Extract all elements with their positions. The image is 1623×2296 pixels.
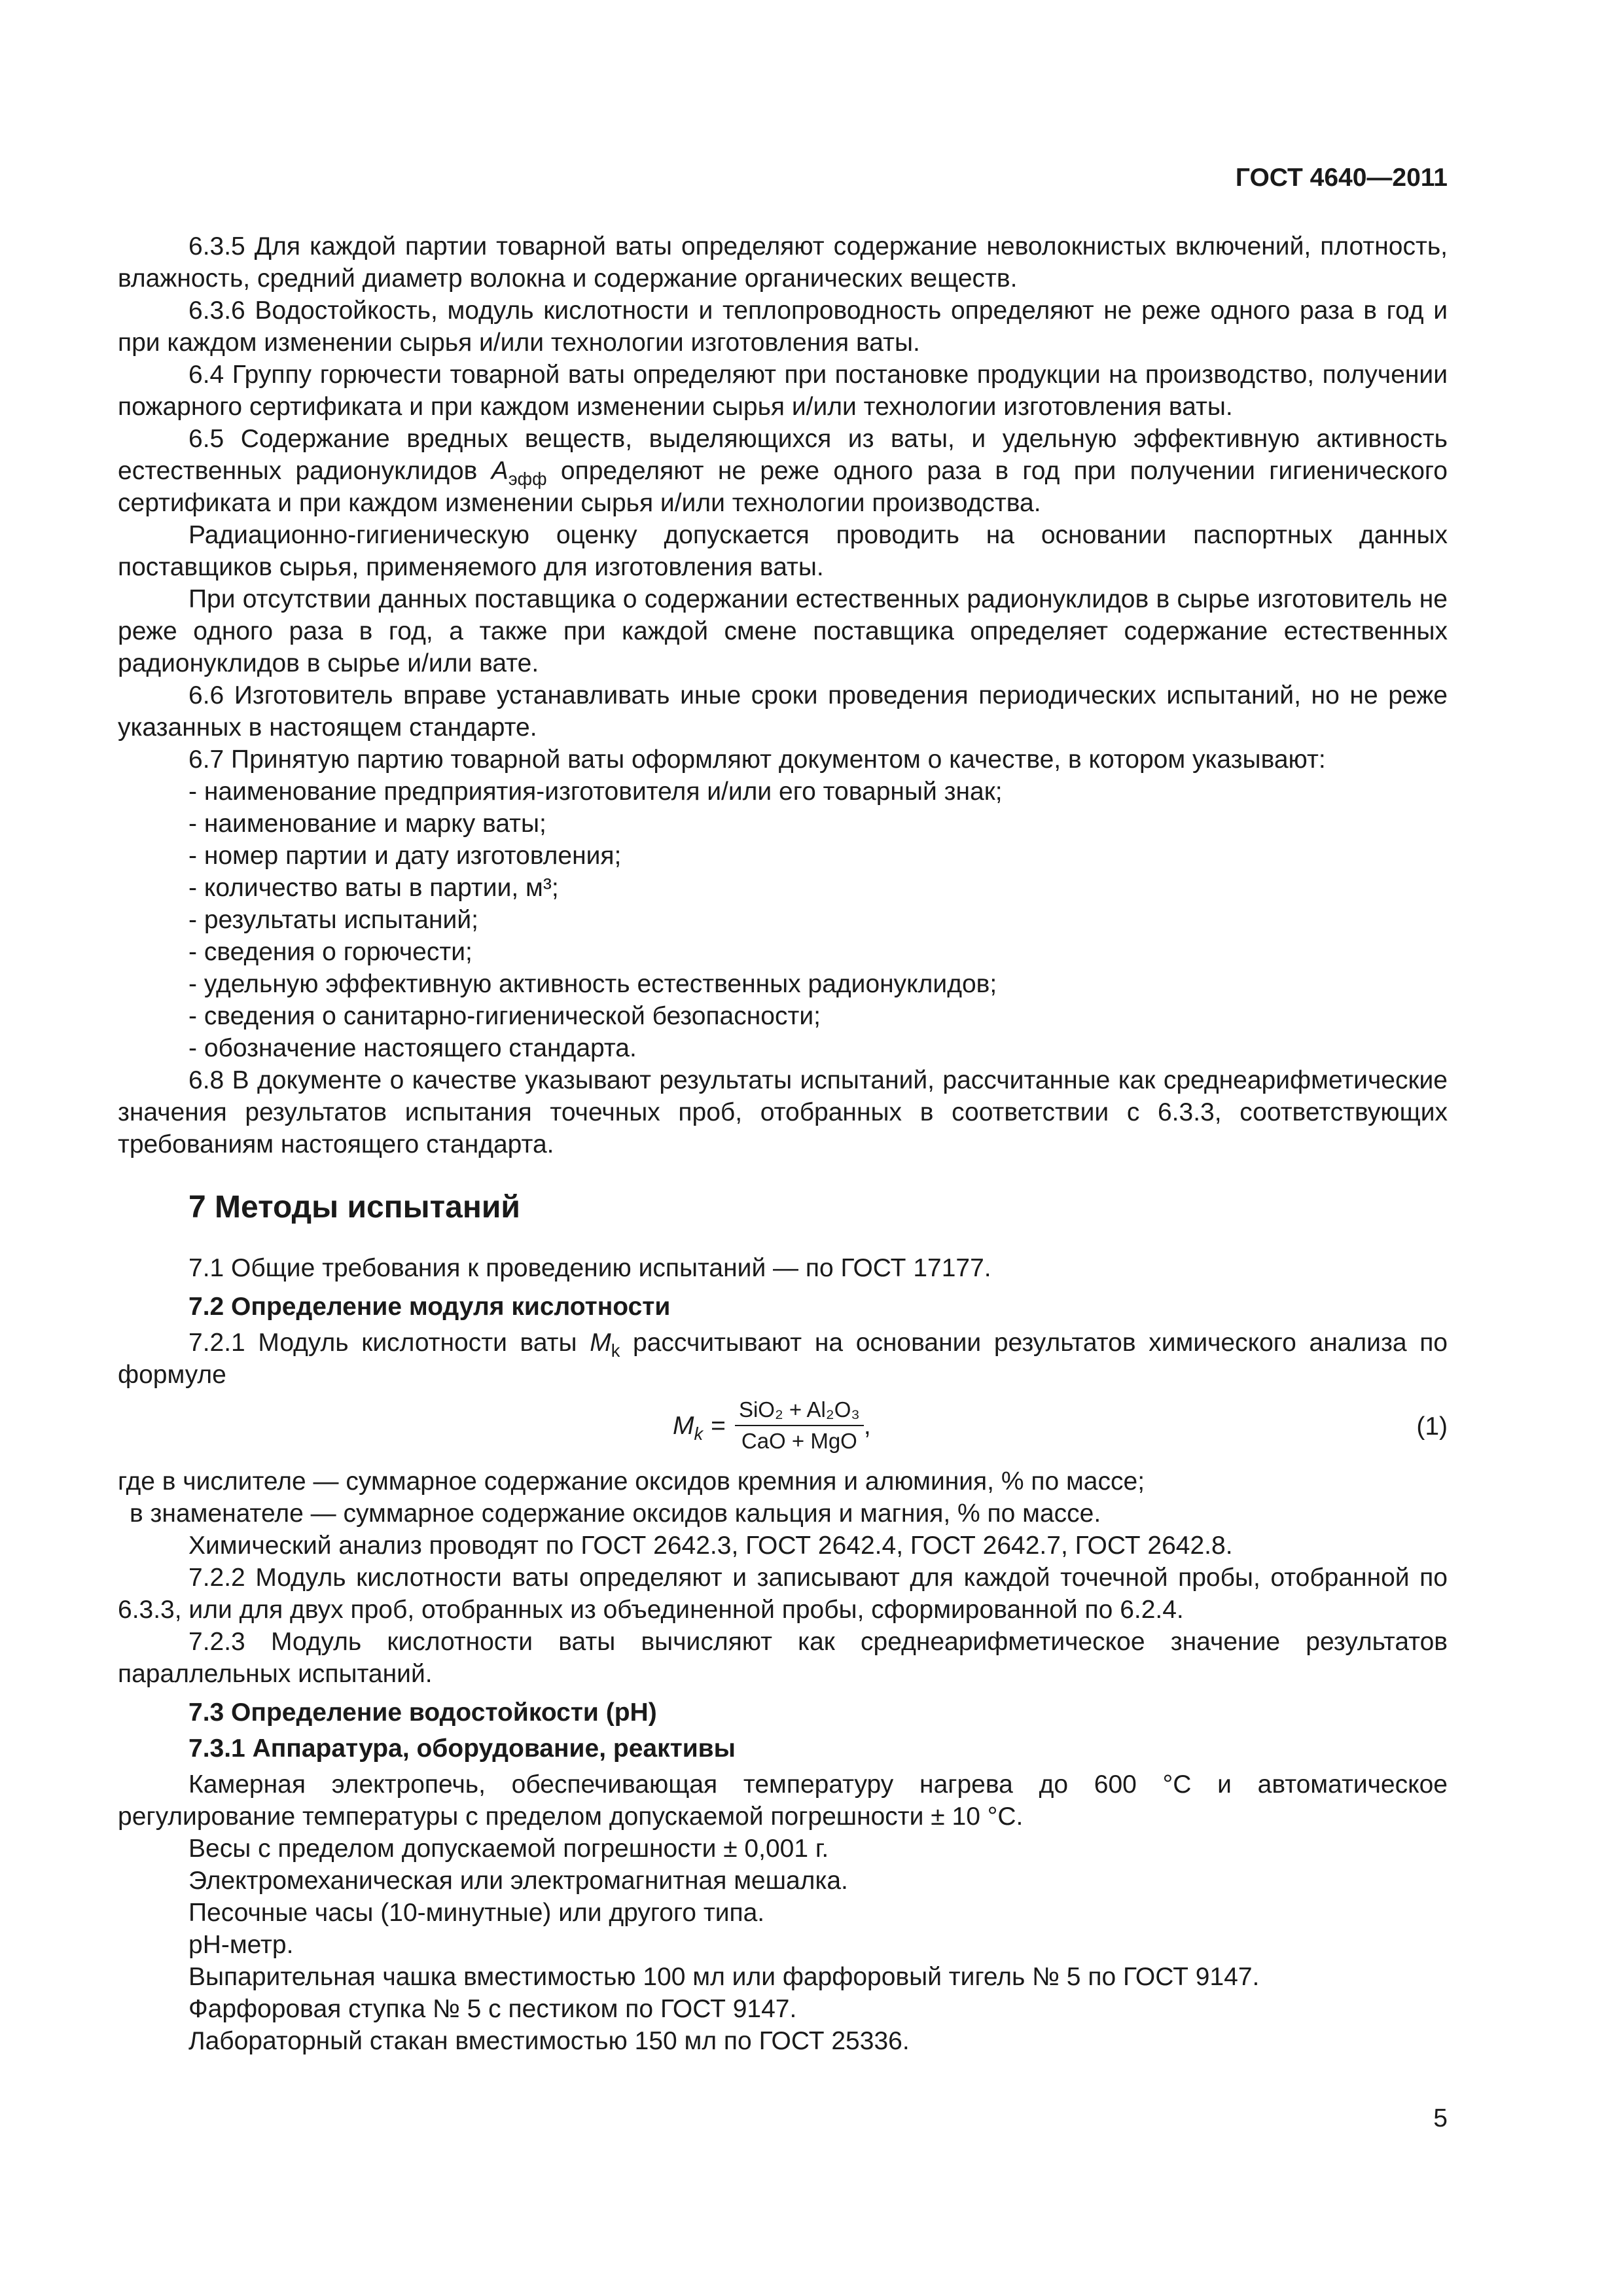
list-item: - удельную эффективную активность естественных радионуклидов; [188, 968, 1448, 1000]
where-numerator: где в числителе — суммарное содержание оксидов кремния и алюминия, % по массе; [118, 1467, 1145, 1496]
list-item: - номер партии и дату изготовления; [188, 840, 1448, 872]
symbol-a: A [491, 457, 508, 485]
list-item: - результаты испытаний; [188, 904, 1448, 936]
subscript-eff: эфф [508, 468, 547, 489]
subscript-k: k [611, 1340, 620, 1361]
formula-trailing-comma: , [863, 1411, 871, 1440]
paragraph-radiation: Радиационно-гигиеническую оценку допускается проводить на основании паспортных данных поставщиков сырья, применяемого для изготовления ваты. [118, 521, 1448, 581]
formula-1 [118, 1393, 1448, 1462]
formula-expression [673, 1397, 871, 1454]
equipment-item: Лабораторный стакан вместимостью 150 мл по ГОСТ 25336. [188, 2027, 910, 2055]
paragraph-6-3-5: 6.3.5 Для каждой партии товарной ваты определяют содержание неволокнистых включений, плотность, влажность, средний диаметр волокна и содержание органических веществ. [118, 232, 1448, 293]
paragraph-6-8: 6.8 В документе о качестве указывают результаты испытаний, рассчитанные как среднеарифметические значения результатов испытания точечных проб, отобранных в соответствии с 6.3.3, соответствующих требованиям настоящего стандарта. [118, 1066, 1448, 1158]
paragraph-7-2-1: 7.2.1 Модуль кислотности ваты $M_k$ рассчитывают на основании результатов химического анализа по формуле [118, 1329, 1448, 1389]
list-item: - наименование предприятия-изготовителя и/или его товарный знак; [188, 776, 1448, 808]
formula-equals: = [711, 1411, 726, 1440]
document-header: ГОСТ 4640—2011 [1235, 164, 1448, 192]
subsection-7-2-title: 7.2 Определение модуля кислотности [188, 1293, 671, 1321]
paragraph-supplier: При отсутствии данных поставщика о содержании естественных радионуклидов в сырье изготовитель не реже одного раза в год, а также при каждой смене поставщика определяет содержание естественных радионуклидов в сырье и/или вате. [118, 585, 1448, 677]
paragraph-chemical-analysis: Химический анализ проводят по ГОСТ 2642.3, ГОСТ 2642.4, ГОСТ 2642.7, ГОСТ 2642.8. [188, 1532, 1233, 1560]
equipment-item: Песочные часы (10-минутные) или другого типа. [188, 1899, 765, 1927]
equipment-item: Фарфоровая ступка № 5 с пестиком по ГОСТ 9147. [188, 1995, 797, 2023]
equipment-item: pH-метр. [188, 1931, 294, 1959]
equipment-item: Выпарительная чашка вместимостью 100 мл или фарфоровый тигель № 5 по ГОСТ 9147. [188, 1963, 1260, 1991]
list-item: - обозначение настоящего стандарта. [188, 1032, 1448, 1064]
document-body [118, 230, 1448, 2057]
list-item: - количество ваты в партии, м³; [188, 872, 1448, 904]
subsection-7-3-1-title: 7.3.1 Аппаратура, оборудование, реактивы [188, 1734, 736, 1763]
paragraph-7-2-3: 7.2.3 Модуль кислотности ваты вычисляют как среднеарифметическое значение результатов параллельных испытаний. [118, 1628, 1448, 1688]
paragraph-6-3-6: 6.3.6 Водостойкость, модуль кислотности и теплопроводность определяют не реже одного раза в год и при каждом изменении сырья и/или технологии изготовления ваты. [118, 296, 1448, 357]
formula-denominator: CaO + MgO [741, 1429, 857, 1453]
formula-number: (1) [1416, 1412, 1448, 1441]
page-number: 5 [1433, 2104, 1448, 2132]
formula-fraction [735, 1397, 864, 1454]
paragraph-6-5: 6.5 Содержание вредных веществ, выделяющихся из ваты, и удельную эффективную активность естественных радионуклидов $A_{эфф}$ определяют не реже одного раза в год при получении гигиенического сертификата и при каждом изменении сырья и/или технологии производства. [118, 425, 1448, 517]
list-item: - сведения о санитарно-гигиенической безопасности; [188, 1000, 1448, 1032]
where-denominator: в знаменателе — суммарное содержание оксидов кальция и магния, % по массе. [130, 1499, 1101, 1528]
paragraph-6-7: 6.7 Принятую партию товарной ваты оформляют документом о качестве, в котором указывают: [188, 745, 1326, 774]
paragraph-7-1: 7.1 Общие требования к проведению испытаний — по ГОСТ 17177. [188, 1254, 991, 1282]
symbol-m: M [590, 1329, 611, 1357]
paragraph-6-4: 6.4 Группу горючести товарной ваты определяют при постановке продукции на производство, получении пожарного сертификата и при каждом изменении сырья и/или технологии изготовления ваты. [118, 361, 1448, 421]
list-item: - наименование и марку ваты; [188, 808, 1448, 840]
paragraph-6-6: 6.6 Изготовитель вправе устанавливать иные сроки проведения периодических испытаний, но не реже указанных в настоящем стандарте. [118, 681, 1448, 742]
equipment-item: Электромеханическая или электромагнитная мешалка. [188, 1867, 848, 1895]
quality-document-list [118, 776, 1448, 1064]
formula-lhs: $M_k$ [673, 1411, 704, 1444]
paragraph-7-2-2: 7.2.2 Модуль кислотности ваты определяют и записывают для каждой точечной пробы, отобранной по 6.3.3, или для двух проб, отобранных из объединенной пробы, сформированной по 6.2.4. [118, 1564, 1448, 1624]
subsection-7-3-title: 7.3 Определение водостойкости (pH) [188, 1698, 657, 1727]
equipment-item: Весы с пределом допускаемой погрешности ± 0,001 г. [188, 1835, 829, 1863]
formula-numerator: SiO₂ + Al₂O₃ [735, 1397, 864, 1426]
section-7-title: 7 Методы испытаний [188, 1190, 520, 1225]
list-item: - сведения о горючести; [188, 936, 1448, 968]
equipment-item: Камерная электропечь, обеспечивающая температуру нагрева до 600 °С и автоматическое регулирование температуры с пределом допускаемой погрешности ± 10 °С. [118, 1770, 1448, 1831]
